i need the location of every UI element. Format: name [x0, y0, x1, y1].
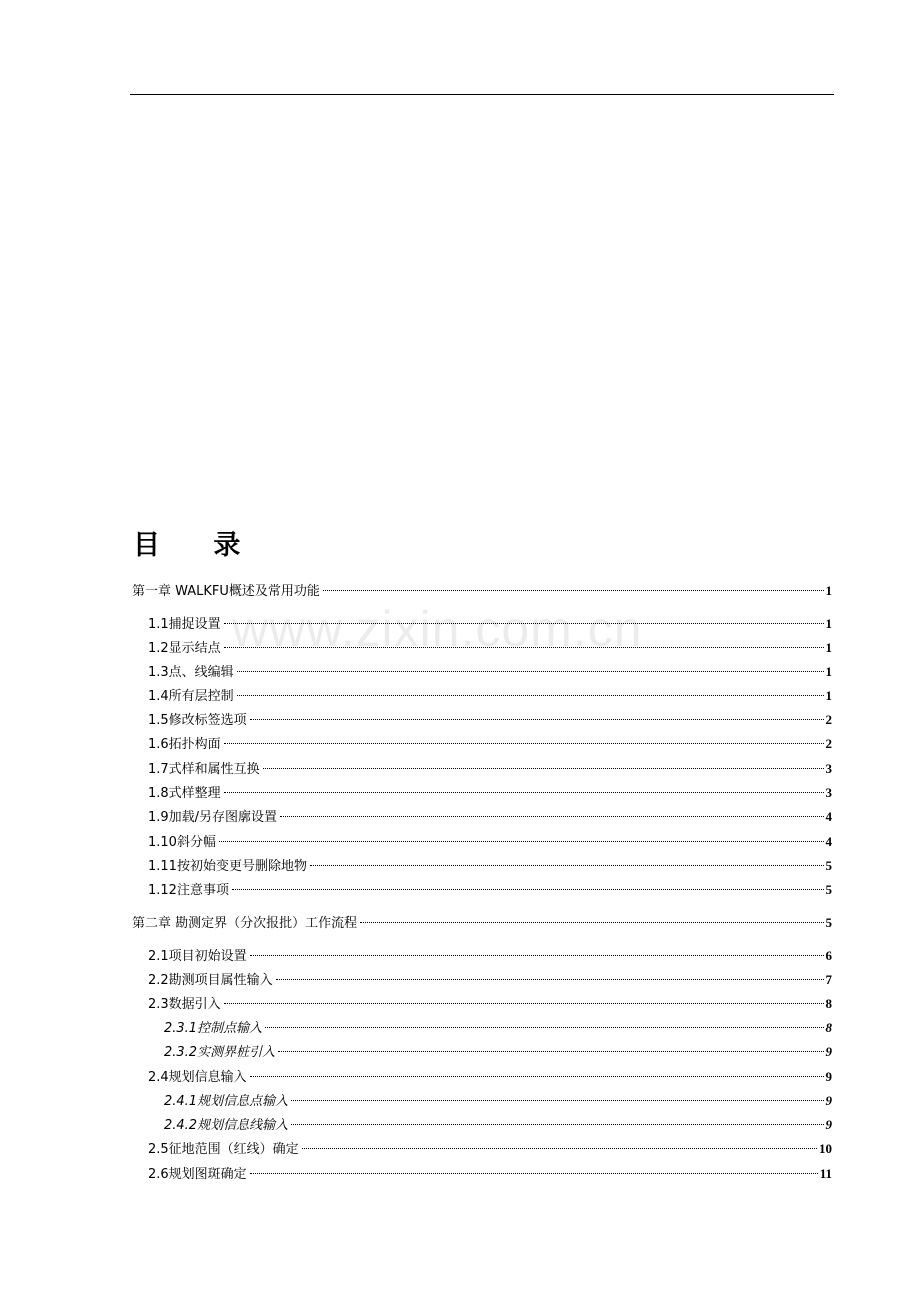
toc-entry[interactable] — [148, 832, 832, 852]
toc-dot-leader — [224, 623, 824, 624]
toc-entry-page-number: 9 — [825, 1093, 832, 1108]
toc-dot-leader — [302, 1148, 817, 1149]
toc-entry[interactable] — [164, 1042, 832, 1062]
toc-entry-label: 1.1捕捉设置 — [148, 617, 221, 632]
toc-entry[interactable] — [148, 880, 832, 900]
toc-entry-label: 2.3.1控制点输入 — [164, 1021, 263, 1036]
toc-entry-label: 1.5修改标签选项 — [148, 713, 247, 728]
toc-entry[interactable] — [132, 581, 832, 601]
toc-entry-page-number: 5 — [825, 915, 832, 930]
toc-entry-page-number: 2 — [825, 712, 832, 727]
toc-entry-page-number: 6 — [825, 948, 832, 963]
toc-entry-label: 第二章 勘测定界（分次报批）工作流程 — [132, 916, 358, 931]
toc-entry[interactable] — [148, 1164, 832, 1184]
toc-dot-leader — [360, 922, 823, 923]
toc-dot-leader — [276, 979, 824, 980]
toc-entry-label: 2.1项目初始设置 — [148, 949, 247, 964]
toc-entry-page-number: 9 — [825, 1117, 832, 1132]
toc-entry-page-number: 4 — [825, 809, 832, 824]
toc-entry-label: 1.6拓扑构面 — [148, 737, 221, 752]
toc-dot-leader — [224, 743, 824, 744]
toc-entry-page-number: 1 — [825, 583, 832, 598]
toc-entry[interactable] — [148, 946, 832, 966]
toc-entry-label: 2.4.2规划信息线输入 — [164, 1118, 289, 1133]
toc-entry[interactable] — [164, 1018, 832, 1038]
toc-entry-page-number: 3 — [825, 761, 832, 776]
toc-entry-page-number: 5 — [825, 882, 832, 897]
toc-entry-label: 2.3.2实测界桩引入 — [164, 1045, 276, 1060]
toc-entry[interactable] — [164, 1115, 832, 1135]
toc-dot-leader — [265, 1027, 823, 1028]
toc-entry-label: 2.4规划信息输入 — [148, 1070, 247, 1085]
toc-entry[interactable] — [132, 913, 832, 933]
toc-entry-label: 1.3点、线编辑 — [148, 665, 234, 680]
toc-entry-page-number: 1 — [825, 640, 832, 655]
toc-dot-leader — [224, 792, 824, 793]
toc-entry-label: 1.10斜分幅 — [148, 835, 216, 850]
toc-entry[interactable] — [148, 686, 832, 706]
toc-dot-leader — [280, 816, 823, 817]
toc-entry[interactable] — [148, 807, 832, 827]
toc-entry-label: 2.5征地范围（红线）确定 — [148, 1142, 299, 1157]
toc-entry[interactable] — [148, 614, 832, 634]
toc-entry-label: 2.2勘测项目属性输入 — [148, 973, 273, 988]
toc-entry-label: 2.3数据引入 — [148, 997, 221, 1012]
toc-entry[interactable] — [164, 1091, 832, 1111]
toc-dot-leader — [250, 1076, 824, 1077]
toc-dot-leader — [232, 889, 824, 890]
toc-dot-leader — [224, 1003, 824, 1004]
toc-entry-page-number: 1 — [825, 616, 832, 631]
toc-entry[interactable] — [148, 994, 832, 1014]
toc-entry[interactable] — [148, 710, 832, 730]
toc-entry[interactable] — [148, 734, 832, 754]
toc-dot-leader — [250, 1173, 818, 1174]
toc-dot-leader — [237, 695, 824, 696]
toc-dot-leader — [291, 1100, 823, 1101]
toc-dot-leader — [278, 1051, 823, 1052]
toc-entry-page-number: 9 — [825, 1069, 832, 1084]
toc-entry-page-number: 4 — [825, 834, 832, 849]
toc-entry-label: 1.2显示结点 — [148, 641, 221, 656]
toc-entry-page-number: 8 — [825, 1020, 832, 1035]
toc-entry[interactable] — [148, 970, 832, 990]
toc-dot-leader — [310, 865, 824, 866]
toc-entry-label: 2.4.1规划信息点输入 — [164, 1094, 289, 1109]
toc-entry[interactable] — [148, 662, 832, 682]
toc-dot-leader — [250, 719, 824, 720]
toc-entry-page-number: 9 — [825, 1044, 832, 1059]
toc-entry-page-number: 11 — [819, 1166, 832, 1181]
toc-entry[interactable] — [148, 759, 832, 779]
toc-entry-label: 1.4所有层控制 — [148, 689, 234, 704]
toc-entry-label: 1.8式样整理 — [148, 786, 221, 801]
toc-dot-leader — [250, 955, 824, 956]
toc-entry-page-number: 5 — [825, 858, 832, 873]
toc-entry-label: 1.12注意事项 — [148, 883, 229, 898]
toc-entry-page-number: 2 — [825, 736, 832, 751]
toc-entry-page-number: 3 — [825, 785, 832, 800]
watermark: www.zixin.com.cn — [232, 601, 643, 657]
toc-entry-label: 第一章 WALKFU概述及常用功能 — [132, 584, 320, 599]
toc-dot-leader — [291, 1124, 823, 1125]
toc-entry-page-number: 1 — [825, 688, 832, 703]
toc-entry-page-number: 10 — [819, 1141, 832, 1156]
toc-entry[interactable] — [148, 783, 832, 803]
toc-entry-page-number: 1 — [825, 664, 832, 679]
toc-dot-leader — [237, 671, 824, 672]
toc-entry[interactable] — [148, 1139, 832, 1159]
toc-entry-page-number: 8 — [825, 996, 832, 1011]
toc-dot-leader — [323, 590, 824, 591]
toc-title: 目 录 — [133, 530, 263, 561]
toc-entry-label: 1.11按初始变更号删除地物 — [148, 859, 307, 874]
toc-entry[interactable] — [148, 638, 832, 658]
toc-dot-leader — [224, 647, 824, 648]
toc-entry[interactable] — [148, 1067, 832, 1087]
toc-entry-label: 2.6规划图斑确定 — [148, 1167, 247, 1182]
toc-entry[interactable] — [148, 856, 832, 876]
toc-entry-label: 1.9加载/另存图廓设置 — [148, 810, 278, 825]
toc-dot-leader — [219, 841, 824, 842]
toc-entry-page-number: 7 — [825, 972, 832, 987]
toc-entry-label: 1.7式样和属性互换 — [148, 762, 260, 777]
toc-dot-leader — [263, 768, 824, 769]
